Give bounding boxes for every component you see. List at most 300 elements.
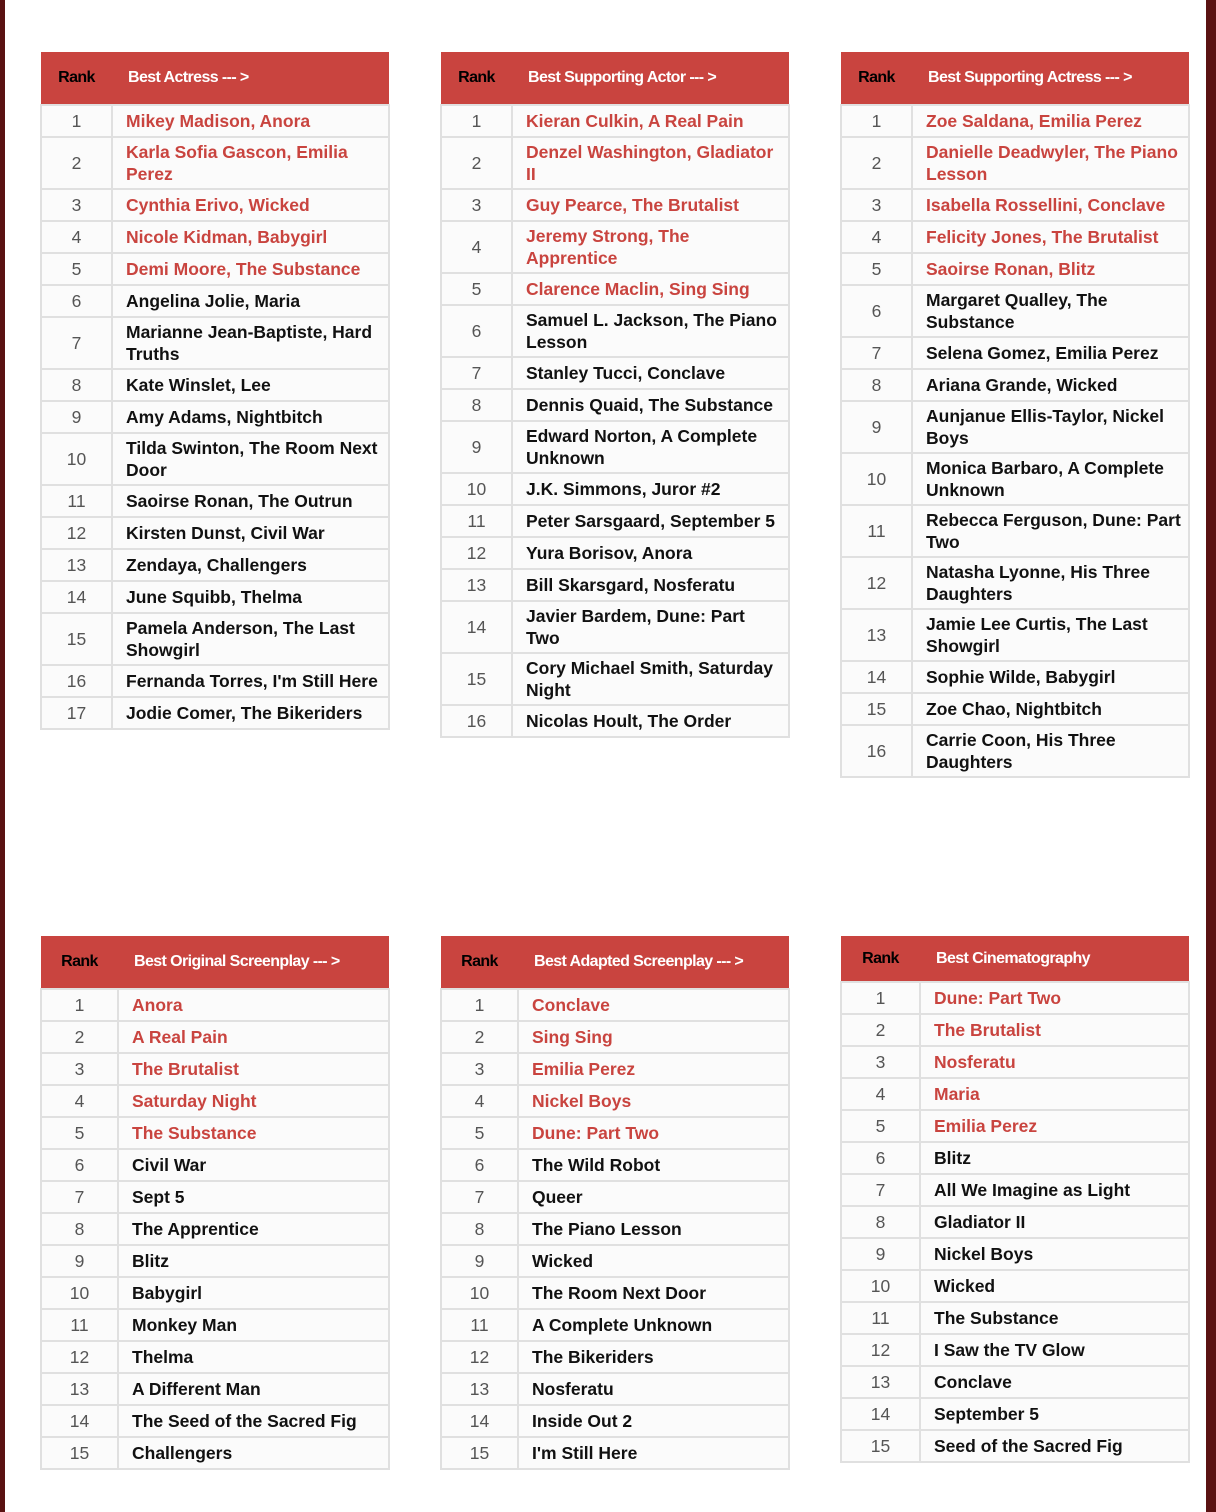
category-title: Best Adapted Screenplay --- >	[518, 936, 789, 989]
rank-number: 1	[441, 105, 512, 137]
rank-number: 3	[41, 189, 112, 221]
nominee: Emilia Perez	[518, 1053, 789, 1085]
table-row	[41, 189, 389, 221]
rank-number: 6	[841, 285, 912, 337]
nominee: Seed of the Sacred Fig	[920, 1430, 1189, 1462]
table-row	[841, 693, 1189, 725]
table-row	[841, 1430, 1189, 1462]
table-row	[41, 1277, 389, 1309]
rank-number: 15	[41, 613, 112, 665]
table-row	[441, 1085, 789, 1117]
rank-number: 14	[41, 581, 112, 613]
nominee: Cory Michael Smith, Saturday Night	[512, 653, 789, 705]
rank-number: 4	[441, 221, 512, 273]
nominee: The Substance	[118, 1117, 389, 1149]
rank-number: 8	[441, 389, 512, 421]
rank-number: 6	[441, 1149, 518, 1181]
rank-number: 3	[441, 1053, 518, 1085]
best-original-screenplay-table	[40, 936, 390, 1470]
table-row	[441, 1021, 789, 1053]
nominee: All We Imagine as Light	[920, 1174, 1189, 1206]
rank-number: 11	[41, 1309, 118, 1341]
nominee: Saoirse Ronan, The Outrun	[112, 485, 389, 517]
rank-number: 10	[41, 433, 112, 485]
table-row	[41, 1213, 389, 1245]
rank-number: 9	[841, 401, 912, 453]
nominee: I'm Still Here	[518, 1437, 789, 1469]
rank-number: 13	[841, 1366, 920, 1398]
nominee: Nickel Boys	[920, 1238, 1189, 1270]
nominee: Cynthia Erivo, Wicked	[112, 189, 389, 221]
table-row	[441, 1373, 789, 1405]
rank-number: 3	[841, 1046, 920, 1078]
table-row	[41, 1021, 389, 1053]
table-row	[841, 137, 1189, 189]
rank-number: 6	[841, 1142, 920, 1174]
rank-number: 10	[441, 473, 512, 505]
table-row	[441, 1117, 789, 1149]
rank-number: 3	[841, 189, 912, 221]
best-cinematography-table	[840, 936, 1190, 1463]
rank-number: 4	[841, 1078, 920, 1110]
rank-number: 3	[441, 189, 512, 221]
rank-number: 14	[441, 601, 512, 653]
table-row	[41, 1245, 389, 1277]
nominee: Wicked	[518, 1245, 789, 1277]
rank-number: 12	[41, 1341, 118, 1373]
rank-number: 15	[841, 693, 912, 725]
rank-number: 2	[441, 137, 512, 189]
rank-number: 17	[41, 697, 112, 729]
table-row	[41, 1085, 389, 1117]
nominee: Nicole Kidman, Babygirl	[112, 221, 389, 253]
nominee: Nosferatu	[518, 1373, 789, 1405]
nominee: A Different Man	[118, 1373, 389, 1405]
table-row	[41, 1341, 389, 1373]
table-row	[41, 253, 389, 285]
nominee: Monica Barbaro, A Complete Unknown	[912, 453, 1189, 505]
nominee: The Apprentice	[118, 1213, 389, 1245]
category-title: Best Supporting Actor --- >	[512, 52, 789, 105]
rank-number: 11	[41, 485, 112, 517]
rank-number: 5	[841, 1110, 920, 1142]
left-border	[0, 0, 5, 1512]
rank-number: 8	[841, 369, 912, 401]
rank-number: 13	[441, 569, 512, 601]
table-row	[441, 1341, 789, 1373]
rank-number: 8	[841, 1206, 920, 1238]
nominee: Jodie Comer, The Bikeriders	[112, 697, 389, 729]
table-row	[41, 401, 389, 433]
rank-number: 11	[841, 505, 912, 557]
nominee: Angelina Jolie, Maria	[112, 285, 389, 317]
nominee: Saoirse Ronan, Blitz	[912, 253, 1189, 285]
table-row	[441, 653, 789, 705]
rank-number: 7	[841, 1174, 920, 1206]
rank-number: 15	[441, 653, 512, 705]
rank-number: 1	[41, 105, 112, 137]
rank-number: 15	[841, 1430, 920, 1462]
rank-number: 2	[41, 137, 112, 189]
rank-number: 2	[441, 1021, 518, 1053]
best-supporting-actor-table	[440, 52, 790, 738]
rank-number: 11	[441, 505, 512, 537]
table-row	[841, 1142, 1189, 1174]
table-row	[41, 1309, 389, 1341]
nominee: Saturday Night	[118, 1085, 389, 1117]
nominee: Aunjanue Ellis-Taylor, Nickel Boys	[912, 401, 1189, 453]
nominee: A Real Pain	[118, 1021, 389, 1053]
table-row	[41, 697, 389, 729]
table-row	[441, 1245, 789, 1277]
nominee: Inside Out 2	[518, 1405, 789, 1437]
rank-number: 9	[441, 1245, 518, 1277]
table-row	[441, 1181, 789, 1213]
rank-header: Rank	[841, 52, 912, 105]
rank-number: 8	[41, 1213, 118, 1245]
table-row	[41, 485, 389, 517]
nominee: Dune: Part Two	[920, 982, 1189, 1014]
rank-number: 6	[441, 305, 512, 357]
nominee: Javier Bardem, Dune: Part Two	[512, 601, 789, 653]
nominee: The Wild Robot	[518, 1149, 789, 1181]
nominee: Dennis Quaid, The Substance	[512, 389, 789, 421]
nominee: Conclave	[518, 989, 789, 1021]
nominee: Sophie Wilde, Babygirl	[912, 661, 1189, 693]
rank-header: Rank	[841, 936, 920, 982]
nominee: The Room Next Door	[518, 1277, 789, 1309]
table-row	[41, 1181, 389, 1213]
table-row	[841, 1270, 1189, 1302]
table-row	[441, 1405, 789, 1437]
table-row	[841, 1078, 1189, 1110]
nominee: Clarence Maclin, Sing Sing	[512, 273, 789, 305]
rank-number: 12	[841, 1334, 920, 1366]
category-title: Best Supporting Actress --- >	[912, 52, 1189, 105]
table-row	[41, 1373, 389, 1405]
best-adapted-screenplay-table	[440, 936, 790, 1470]
rank-number: 13	[841, 609, 912, 661]
table-row	[441, 389, 789, 421]
table-row	[841, 253, 1189, 285]
nominee: Jamie Lee Curtis, The Last Showgirl	[912, 609, 1189, 661]
rank-number: 13	[41, 549, 112, 581]
nominee: Danielle Deadwyler, The Piano Lesson	[912, 137, 1189, 189]
table-header	[41, 936, 389, 989]
nominee: The Piano Lesson	[518, 1213, 789, 1245]
table-header	[841, 52, 1189, 105]
rank-number: 4	[841, 221, 912, 253]
table-row	[441, 601, 789, 653]
table-row	[441, 189, 789, 221]
rank-header: Rank	[441, 52, 512, 105]
table-row	[841, 337, 1189, 369]
table-row	[841, 221, 1189, 253]
nominee: Marianne Jean-Baptiste, Hard Truths	[112, 317, 389, 369]
nominee: Selena Gomez, Emilia Perez	[912, 337, 1189, 369]
table-row	[41, 317, 389, 369]
table-row	[441, 1309, 789, 1341]
table-row	[841, 1366, 1189, 1398]
table-row	[841, 189, 1189, 221]
nominee: Gladiator II	[920, 1206, 1189, 1238]
rank-number: 6	[41, 285, 112, 317]
nominee: Zendaya, Challengers	[112, 549, 389, 581]
nominee: Kirsten Dunst, Civil War	[112, 517, 389, 549]
table-header	[41, 52, 389, 105]
nominee: Stanley Tucci, Conclave	[512, 357, 789, 389]
nominee: Civil War	[118, 1149, 389, 1181]
rank-number: 16	[41, 665, 112, 697]
nominee: Jeremy Strong, The Apprentice	[512, 221, 789, 273]
nominee: Samuel L. Jackson, The Piano Lesson	[512, 305, 789, 357]
rank-number: 11	[841, 1302, 920, 1334]
nominee: Pamela Anderson, The Last Showgirl	[112, 613, 389, 665]
nominee: I Saw the TV Glow	[920, 1334, 1189, 1366]
table-row	[841, 401, 1189, 453]
nominee: Guy Pearce, The Brutalist	[512, 189, 789, 221]
table-row	[441, 473, 789, 505]
table-row	[41, 1053, 389, 1085]
table-row	[841, 1334, 1189, 1366]
rank-number: 7	[441, 357, 512, 389]
table-row	[41, 517, 389, 549]
table-row	[441, 705, 789, 737]
nominee: Yura Borisov, Anora	[512, 537, 789, 569]
table-row	[441, 273, 789, 305]
rank-number: 9	[41, 401, 112, 433]
rank-number: 16	[441, 705, 512, 737]
table-row	[441, 421, 789, 473]
rank-number: 1	[441, 989, 518, 1021]
rank-number: 7	[441, 1181, 518, 1213]
rank-number: 12	[41, 517, 112, 549]
category-title: Best Original Screenplay --- >	[118, 936, 389, 989]
table-row	[441, 137, 789, 189]
nominee: Anora	[118, 989, 389, 1021]
table-row	[441, 305, 789, 357]
nominee: September 5	[920, 1398, 1189, 1430]
rank-number: 4	[41, 221, 112, 253]
rank-number: 9	[441, 421, 512, 473]
nominee: Natasha Lyonne, His Three Daughters	[912, 557, 1189, 609]
table-row	[41, 581, 389, 613]
table-row	[841, 1238, 1189, 1270]
table-header	[441, 52, 789, 105]
nominee: The Substance	[920, 1302, 1189, 1334]
rank-number: 8	[41, 369, 112, 401]
nominee: Monkey Man	[118, 1309, 389, 1341]
nominee: Bill Skarsgard, Nosferatu	[512, 569, 789, 601]
rank-number: 9	[41, 1245, 118, 1277]
right-border	[1206, 0, 1216, 1512]
nominee: Queer	[518, 1181, 789, 1213]
nominee: Blitz	[118, 1245, 389, 1277]
nominee: Babygirl	[118, 1277, 389, 1309]
best-supporting-actress-table	[840, 52, 1190, 778]
nominee: Fernanda Torres, I'm Still Here	[112, 665, 389, 697]
rank-number: 5	[41, 1117, 118, 1149]
table-row	[41, 613, 389, 665]
rank-number: 2	[41, 1021, 118, 1053]
table-row	[841, 661, 1189, 693]
rank-number: 14	[441, 1405, 518, 1437]
table-row	[441, 105, 789, 137]
table-row	[841, 609, 1189, 661]
rank-header: Rank	[41, 936, 118, 989]
rank-number: 14	[841, 1398, 920, 1430]
rank-header: Rank	[41, 52, 112, 105]
table-row	[41, 285, 389, 317]
table-row	[841, 725, 1189, 777]
nominee: Zoe Chao, Nightbitch	[912, 693, 1189, 725]
table-row	[441, 1149, 789, 1181]
nominee: A Complete Unknown	[518, 1309, 789, 1341]
rank-number: 4	[41, 1085, 118, 1117]
table-row	[841, 1206, 1189, 1238]
rank-number: 15	[41, 1437, 118, 1469]
table-row	[41, 1149, 389, 1181]
table-row	[841, 505, 1189, 557]
table-row	[841, 1302, 1189, 1334]
table-row	[441, 221, 789, 273]
table-row	[441, 1053, 789, 1085]
table-row	[841, 1046, 1189, 1078]
table-row	[441, 1277, 789, 1309]
nominee: Wicked	[920, 1270, 1189, 1302]
nominee: Emilia Perez	[920, 1110, 1189, 1142]
nominee: Nicolas Hoult, The Order	[512, 705, 789, 737]
rank-number: 12	[841, 557, 912, 609]
table-row	[841, 557, 1189, 609]
nominee: The Bikeriders	[518, 1341, 789, 1373]
nominee: Tilda Swinton, The Room Next Door	[112, 433, 389, 485]
rank-header: Rank	[441, 936, 518, 989]
rank-number: 2	[841, 137, 912, 189]
rank-number: 1	[841, 105, 912, 137]
rank-number: 14	[841, 661, 912, 693]
nominee: Nickel Boys	[518, 1085, 789, 1117]
rank-number: 1	[41, 989, 118, 1021]
nominee: Dune: Part Two	[518, 1117, 789, 1149]
table-row	[41, 105, 389, 137]
nominee: J.K. Simmons, Juror #2	[512, 473, 789, 505]
nominee: Felicity Jones, The Brutalist	[912, 221, 1189, 253]
nominee: Edward Norton, A Complete Unknown	[512, 421, 789, 473]
rank-number: 16	[841, 725, 912, 777]
table-row	[841, 1174, 1189, 1206]
rank-number: 10	[841, 453, 912, 505]
nominee: Blitz	[920, 1142, 1189, 1174]
rank-number: 14	[41, 1405, 118, 1437]
nominee: Thelma	[118, 1341, 389, 1373]
nominee: The Seed of the Sacred Fig	[118, 1405, 389, 1437]
rank-number: 10	[441, 1277, 518, 1309]
rank-number: 4	[441, 1085, 518, 1117]
rank-number: 7	[841, 337, 912, 369]
table-row	[841, 1014, 1189, 1046]
nominee: Amy Adams, Nightbitch	[112, 401, 389, 433]
nominee: The Brutalist	[920, 1014, 1189, 1046]
rank-number: 6	[41, 1149, 118, 1181]
nominee: Rebecca Ferguson, Dune: Part Two	[912, 505, 1189, 557]
nominee: Karla Sofia Gascon, Emilia Perez	[112, 137, 389, 189]
table-row	[841, 1110, 1189, 1142]
table-row	[41, 665, 389, 697]
rank-number: 5	[441, 273, 512, 305]
table-row	[841, 285, 1189, 337]
rank-number: 11	[441, 1309, 518, 1341]
table-row	[441, 537, 789, 569]
rank-number: 1	[841, 982, 920, 1014]
nominee: Margaret Qualley, The Substance	[912, 285, 1189, 337]
table-row	[441, 357, 789, 389]
category-title: Best Actress --- >	[112, 52, 389, 105]
table-row	[841, 105, 1189, 137]
rank-number: 8	[441, 1213, 518, 1245]
table-row	[41, 989, 389, 1021]
table-row	[41, 1117, 389, 1149]
rank-number: 9	[841, 1238, 920, 1270]
nominee: Maria	[920, 1078, 1189, 1110]
table-row	[841, 1398, 1189, 1430]
nominee: Mikey Madison, Anora	[112, 105, 389, 137]
nominee: Demi Moore, The Substance	[112, 253, 389, 285]
nominee: Challengers	[118, 1437, 389, 1469]
table-row	[441, 505, 789, 537]
nominee: Ariana Grande, Wicked	[912, 369, 1189, 401]
rank-number: 12	[441, 537, 512, 569]
table-row	[41, 1437, 389, 1469]
rank-number: 12	[441, 1341, 518, 1373]
rank-number: 7	[41, 1181, 118, 1213]
nominee: Sept 5	[118, 1181, 389, 1213]
table-row	[441, 1437, 789, 1469]
rank-number: 7	[41, 317, 112, 369]
rank-number: 5	[841, 253, 912, 285]
best-actress-table	[40, 52, 390, 730]
table-header	[841, 936, 1189, 982]
category-title: Best Cinematography	[920, 936, 1189, 982]
table-row	[441, 989, 789, 1021]
table-row	[41, 433, 389, 485]
rank-number: 13	[41, 1373, 118, 1405]
nominee: Kieran Culkin, A Real Pain	[512, 105, 789, 137]
rank-number: 3	[41, 1053, 118, 1085]
nominee: The Brutalist	[118, 1053, 389, 1085]
nominee: Sing Sing	[518, 1021, 789, 1053]
table-row	[41, 369, 389, 401]
table-row	[441, 1213, 789, 1245]
table-row	[41, 549, 389, 581]
nominee: Conclave	[920, 1366, 1189, 1398]
table-row	[841, 982, 1189, 1014]
table-row	[41, 137, 389, 189]
rank-number: 5	[441, 1117, 518, 1149]
rank-number: 15	[441, 1437, 518, 1469]
table-header	[441, 936, 789, 989]
table-row	[841, 369, 1189, 401]
table-row	[41, 221, 389, 253]
rank-number: 5	[41, 253, 112, 285]
nominee: Kate Winslet, Lee	[112, 369, 389, 401]
rank-number: 13	[441, 1373, 518, 1405]
nominee: Nosferatu	[920, 1046, 1189, 1078]
rank-number: 10	[41, 1277, 118, 1309]
nominee: Denzel Washington, Gladiator II	[512, 137, 789, 189]
nominee: Peter Sarsgaard, September 5	[512, 505, 789, 537]
nominee: Isabella Rossellini, Conclave	[912, 189, 1189, 221]
